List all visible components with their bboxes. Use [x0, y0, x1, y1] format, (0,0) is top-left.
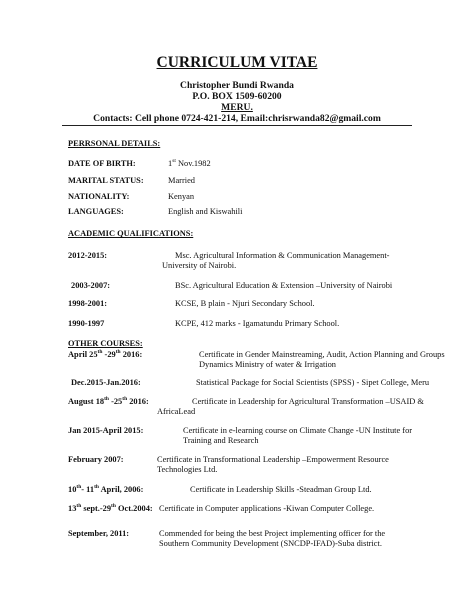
course-date: February 2007:	[68, 455, 124, 464]
dob-value: 1st Nov.1982	[168, 158, 211, 168]
course-date: September, 2011:	[68, 529, 130, 538]
academic-text: KCPE, 412 marks - Igamatundu Primary School.	[175, 319, 340, 328]
course-text: Certificate in Leadership Skills -Steadman Group Ltd.	[190, 485, 372, 494]
marital-status-value: Married	[168, 176, 195, 185]
academic-text: KCSE, B plain - Njuri Secondary School.	[175, 299, 315, 308]
personal-details-heading: PERRSONAL DETAILS:	[68, 139, 161, 148]
contacts-line: Contacts: Cell phone 0724-421-214, Email:chrisrwanda82@gmail.com	[93, 113, 381, 124]
course-date: April 25th -29th 2016:	[68, 349, 143, 359]
course-date: 10th- 11th April, 2006:	[68, 484, 144, 494]
course-text: Certificate in Computer applications -Kiwan Computer College.	[159, 504, 375, 513]
course-text: Certificate in Transformational Leadership –Empowerment Resource	[157, 455, 389, 464]
academic-heading: ACADEMIC QUALIFICATIONS:	[68, 229, 194, 238]
academic-text: Msc. Agricultural Information & Communication Management-	[175, 251, 390, 260]
languages-value: English and Kiswahili	[168, 207, 243, 216]
candidate-name: Christopher Bundi Rwanda	[180, 80, 294, 91]
town: MERU.	[221, 102, 253, 113]
academic-date: 2012-2015:	[68, 251, 108, 260]
course-text: Training and Research	[183, 436, 259, 445]
nationality-value: Kenyan	[168, 192, 195, 201]
course-text: Statistical Package for Social Scientists (SPSS) - Sipet College, Meru	[196, 378, 430, 387]
course-text: Dynamics Ministry of water & Irrigation	[199, 360, 336, 369]
course-date: Dec.2015-Jan.2016:	[71, 378, 141, 387]
course-text: Technologies Ltd.	[157, 465, 218, 474]
course-text: Certificate in e-learning course on Climate Change -UN Institute for	[183, 426, 413, 435]
course-text: Certificate in Leadership for Agricultural Transformation –USAID &	[192, 397, 424, 406]
marital-status-label: MARITAL STATUS:	[68, 176, 144, 185]
course-date: Jan 2015-April 2015:	[68, 426, 144, 435]
dob-label: DATE OF BIRTH:	[68, 159, 136, 168]
postal-address: P.O. BOX 1509-60200	[192, 91, 282, 102]
academic-text: BSc. Agricultural Education & Extension –University of Nairobi	[175, 281, 393, 290]
academic-date: 1998-2001:	[68, 299, 108, 308]
nationality-label: NATIONALITY:	[68, 192, 130, 201]
course-text: Southern Community Development (SNCDP-IFAD)-Suba district.	[159, 539, 382, 548]
other-courses-heading: OTHER COURSES:	[68, 339, 143, 348]
course-date: August 18th -25th 2016:	[68, 396, 149, 406]
academic-text: University of Nairobi.	[162, 261, 237, 270]
academic-date: 1990-1997	[68, 319, 105, 328]
academic-date: 2003-2007:	[71, 281, 111, 290]
course-date: 13th sept.-29th Oct.2004:	[68, 503, 153, 513]
course-text: Certificate in Gender Mainstreaming, Audit, Action Planning and Groups	[199, 350, 445, 359]
course-text: Commended for being the best Project implementing officer for the	[159, 529, 386, 538]
course-text: AfricaLead	[157, 407, 196, 416]
header-divider	[62, 125, 412, 126]
languages-label: LANGUAGES:	[68, 207, 124, 216]
document-title: CURRICULUM VITAE	[156, 54, 318, 71]
